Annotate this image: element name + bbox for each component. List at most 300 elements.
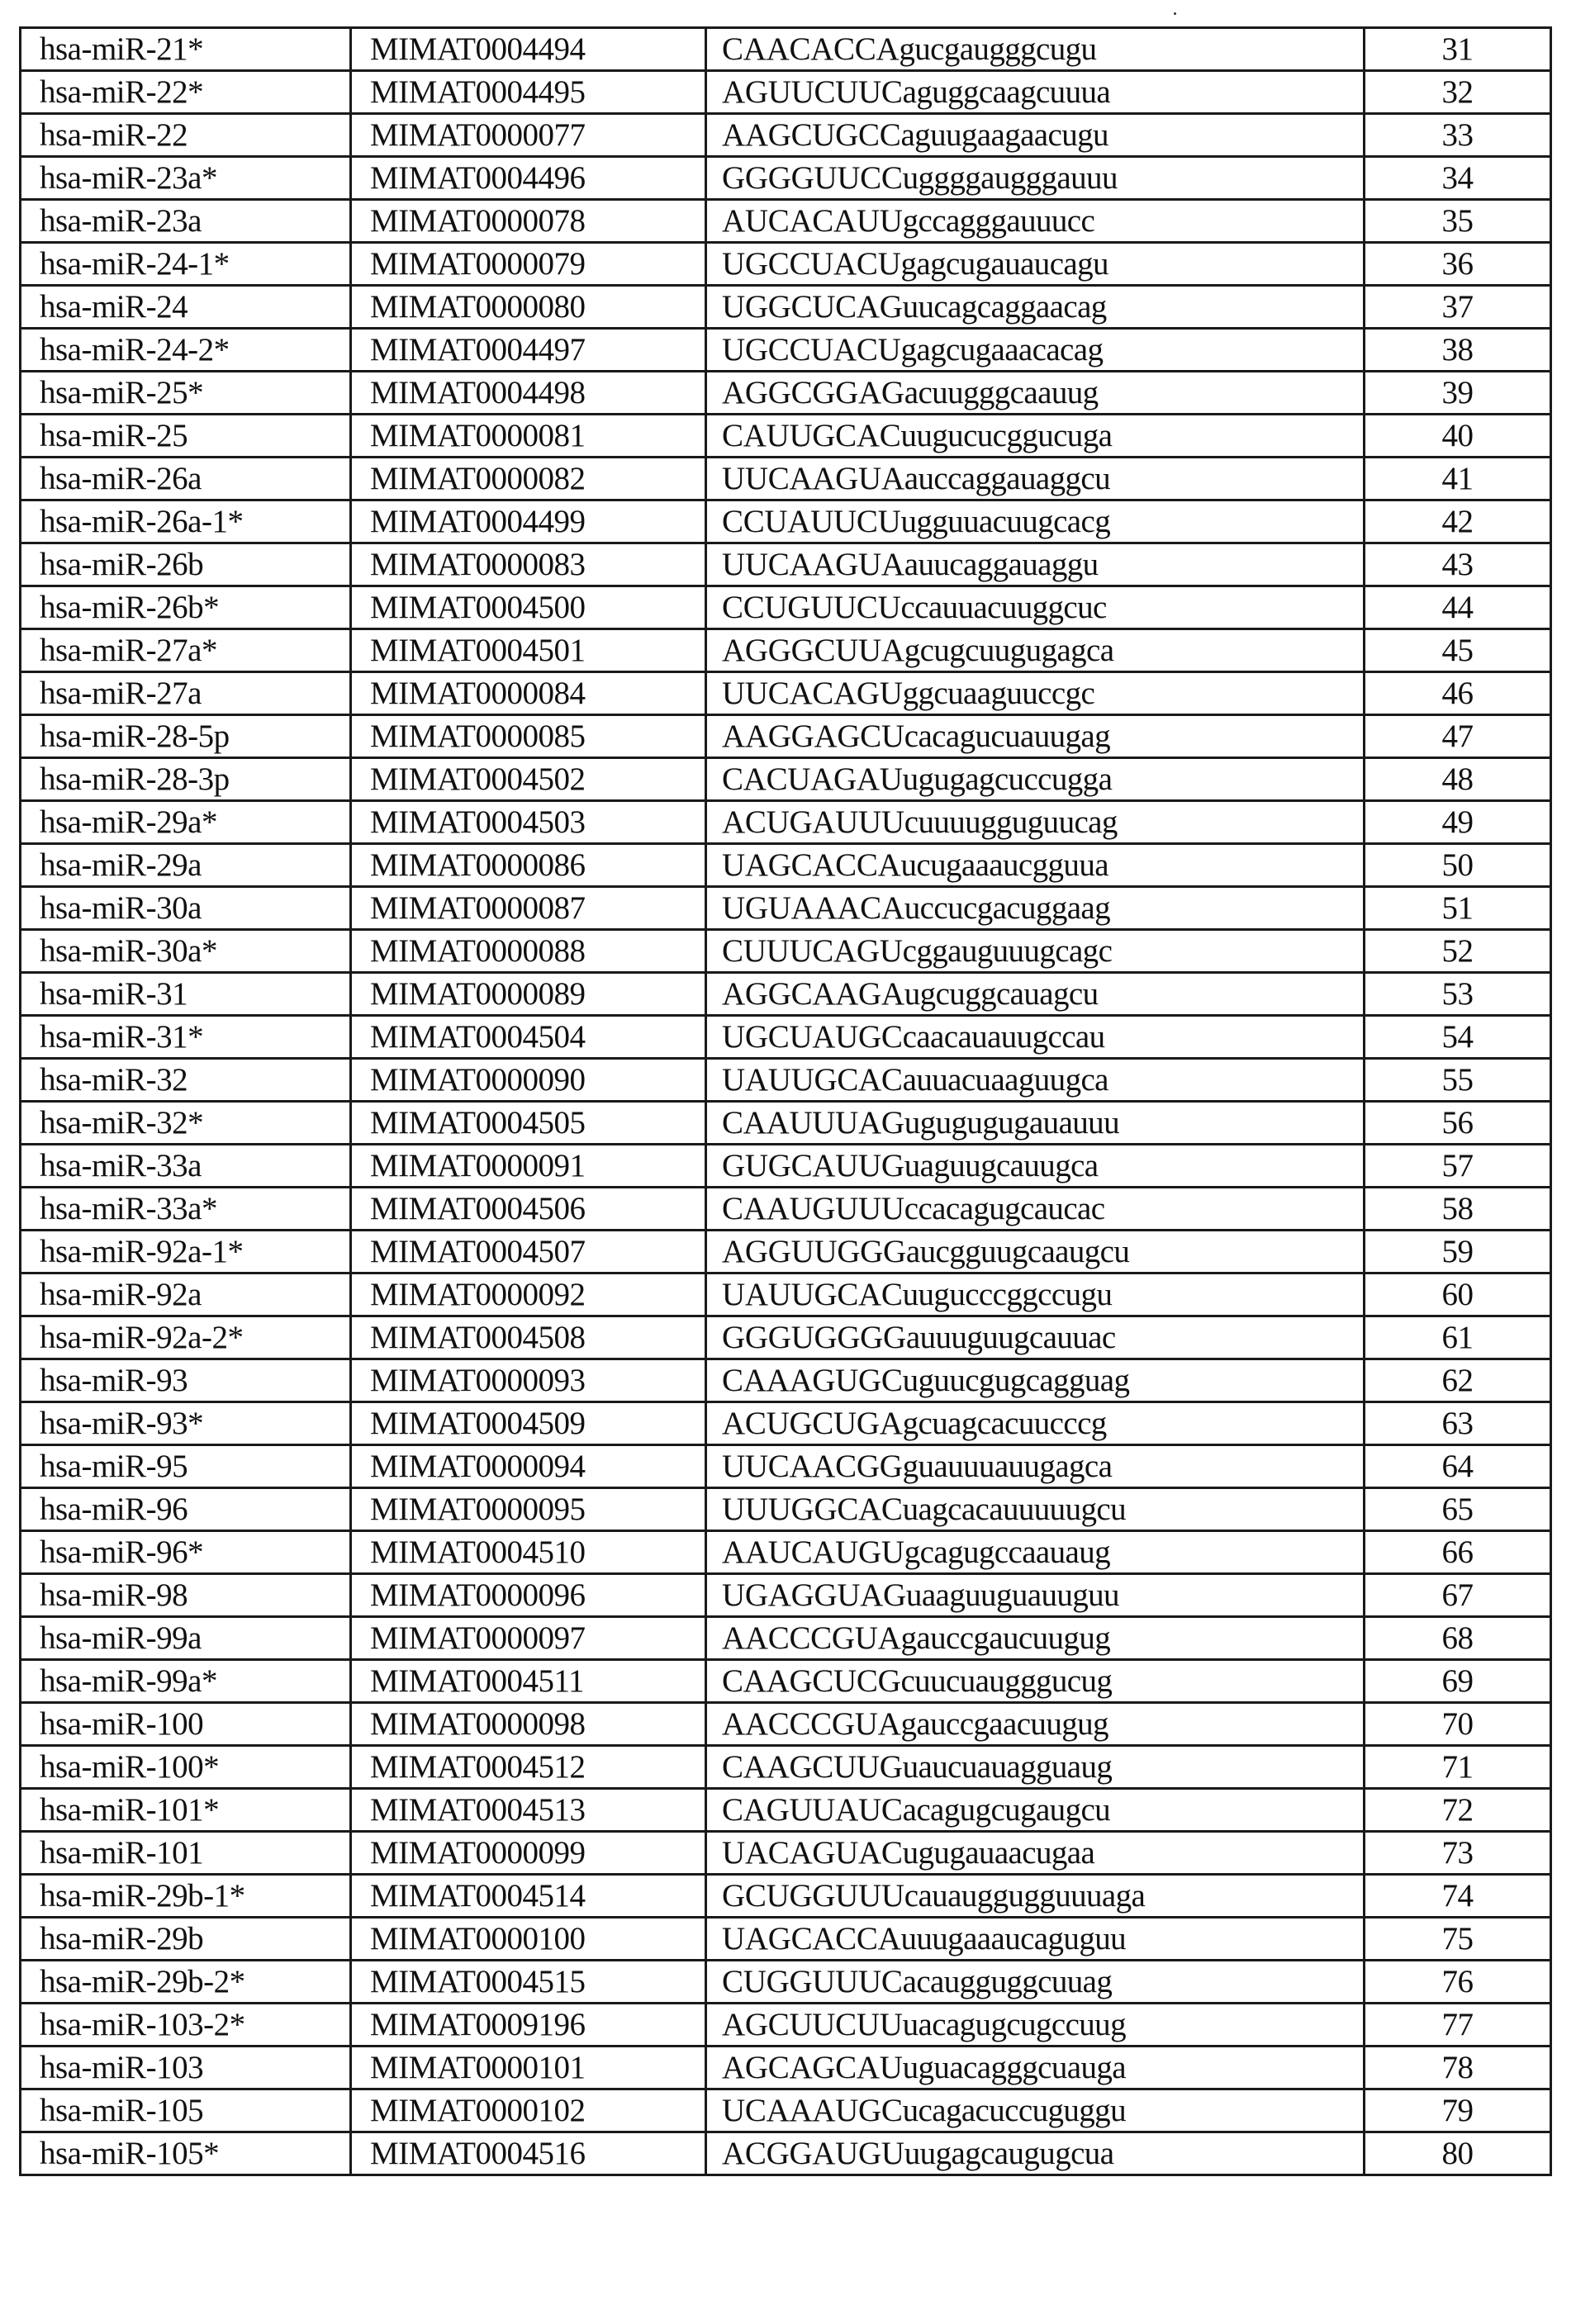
sequence-tail: uugucucggucuga (900, 418, 1113, 453)
accession-cell: MIMAT0004499 (351, 500, 706, 543)
sequence-seed: UGCCUACU (722, 332, 901, 368)
sequence-cell (706, 543, 1365, 586)
mirna-name-cell: hsa-miR-26a (21, 458, 351, 500)
table-row (21, 2089, 1551, 2132)
mirna-name-cell: hsa-miR-24 (21, 286, 351, 329)
seq-id-cell: 32 (1365, 71, 1551, 114)
table-row (21, 1961, 1551, 2004)
accession-cell: MIMAT0000082 (351, 458, 706, 500)
table-row (21, 715, 1551, 758)
mirna-name-cell: hsa-miR-32 (21, 1059, 351, 1102)
seq-id-cell: 49 (1365, 801, 1551, 844)
sequence-seed: AACCCGUA (722, 1620, 901, 1656)
accession-cell: MIMAT0000094 (351, 1445, 706, 1488)
sequence-seed: AGCUUCUU (722, 2007, 903, 2042)
sequence-tail: uucagcaggaacag (902, 289, 1107, 325)
accession-cell: MIMAT0004506 (351, 1188, 706, 1231)
sequence-tail: uacagugcugccuug (902, 2007, 1126, 2042)
sequence-cell (706, 801, 1365, 844)
accession-cell: MIMAT0004516 (351, 2132, 706, 2175)
mirna-name-cell: hsa-miR-23a* (21, 157, 351, 200)
mirna-name-cell: hsa-miR-29b (21, 1918, 351, 1961)
mirna-name-cell: hsa-miR-26b (21, 543, 351, 586)
mirna-name-cell: hsa-miR-103 (21, 2047, 351, 2089)
mirna-name-cell: hsa-miR-93* (21, 1402, 351, 1445)
sequence-tail: uaaguuguauuguu (905, 1577, 1119, 1613)
table-row (21, 1832, 1551, 1875)
seq-id-cell: 44 (1365, 586, 1551, 629)
table-row (21, 200, 1551, 243)
accession-cell: MIMAT0000097 (351, 1617, 706, 1660)
mirna-name-cell: hsa-miR-103-2* (21, 2004, 351, 2047)
sequence-cell (706, 1531, 1365, 1574)
sequence-cell (706, 1102, 1365, 1145)
accession-cell: MIMAT0000077 (351, 114, 706, 157)
accession-cell: MIMAT0000089 (351, 973, 706, 1016)
seq-id-cell: 69 (1365, 1660, 1551, 1703)
mirna-name-cell: hsa-miR-24-1* (21, 243, 351, 286)
table-row (21, 1875, 1551, 1918)
sequence-seed: AGGUUGGG (722, 1234, 906, 1269)
sequence-cell (706, 1059, 1365, 1102)
mirna-name-cell: hsa-miR-28-5p (21, 715, 351, 758)
sequence-cell (706, 415, 1365, 458)
seq-id-cell: 75 (1365, 1918, 1551, 1961)
sequence-seed: UUCACAGU (722, 676, 903, 711)
seq-id-cell: 66 (1365, 1531, 1551, 1574)
sequence-cell (706, 1359, 1365, 1402)
sequence-cell (706, 973, 1365, 1016)
accession-cell: MIMAT0000087 (351, 887, 706, 930)
table-row (21, 71, 1551, 114)
seq-id-cell: 51 (1365, 887, 1551, 930)
sequence-cell (706, 458, 1365, 500)
sequence-cell (706, 930, 1365, 973)
mirna-name-cell: hsa-miR-92a-1* (21, 1231, 351, 1273)
seq-id-cell: 38 (1365, 329, 1551, 372)
sequence-cell (706, 1660, 1365, 1703)
accession-cell: MIMAT0000098 (351, 1703, 706, 1746)
sequence-tail: ccacagugcaucac (904, 1191, 1105, 1226)
accession-cell: MIMAT0004496 (351, 157, 706, 200)
mirna-name-cell: hsa-miR-99a (21, 1617, 351, 1660)
seq-id-cell: 72 (1365, 1789, 1551, 1832)
accession-cell: MIMAT0004495 (351, 71, 706, 114)
accession-cell: MIMAT0000095 (351, 1488, 706, 1531)
accession-cell: MIMAT0004494 (351, 28, 706, 71)
seq-id-cell: 35 (1365, 200, 1551, 243)
accession-cell: MIMAT0004502 (351, 758, 706, 801)
table-row (21, 1102, 1551, 1145)
seq-id-cell: 80 (1365, 2132, 1551, 2175)
sequence-tail: cuuuugguguucag (904, 804, 1118, 840)
sequence-seed: UCAAAUGC (722, 2093, 903, 2128)
sequence-seed: ACGGAUGU (722, 2136, 904, 2171)
mirna-name-cell: hsa-miR-31* (21, 1016, 351, 1059)
sequence-cell (706, 1832, 1365, 1875)
sequence-seed: CACUAGAU (722, 761, 903, 797)
seq-id-cell: 64 (1365, 1445, 1551, 1488)
sequence-tail: gagcugaaacacag (900, 332, 1104, 368)
sequence-tail: cauauggugguuuaga (904, 1878, 1146, 1914)
accession-cell: MIMAT0004514 (351, 1875, 706, 1918)
seq-id-cell: 37 (1365, 286, 1551, 329)
sequence-cell (706, 500, 1365, 543)
sequence-cell (706, 1875, 1365, 1918)
sequence-seed: AGGCAAGA (722, 976, 904, 1012)
table-row (21, 415, 1551, 458)
seq-id-cell: 46 (1365, 672, 1551, 715)
sequence-seed: UACAGUAC (722, 1835, 903, 1871)
sequence-tail: aguugaagaacugu (900, 117, 1108, 153)
sequence-cell (706, 28, 1365, 71)
sequence-seed: GGGGUUCC (722, 160, 903, 196)
seq-id-cell: 36 (1365, 243, 1551, 286)
table-row (21, 1016, 1551, 1059)
seq-id-cell: 70 (1365, 1703, 1551, 1746)
table-row (21, 2132, 1551, 2175)
sequence-tail: gauccgaacuugug (900, 1706, 1108, 1742)
mirna-name-cell: hsa-miR-100 (21, 1703, 351, 1746)
mirna-name-cell: hsa-miR-27a* (21, 629, 351, 672)
table-row (21, 887, 1551, 930)
seq-id-cell: 43 (1365, 543, 1551, 586)
mirna-name-cell: hsa-miR-27a (21, 672, 351, 715)
accession-cell: MIMAT0000102 (351, 2089, 706, 2132)
table-row (21, 1145, 1551, 1188)
sequence-seed: ACUGCUGA (722, 1406, 903, 1441)
table-row (21, 1746, 1551, 1789)
sequence-tail: uagcacauuuuugcu (902, 1492, 1126, 1527)
seq-id-cell: 45 (1365, 629, 1551, 672)
table-row (21, 1316, 1551, 1359)
sequence-cell (706, 715, 1365, 758)
mirna-name-cell: hsa-miR-96 (21, 1488, 351, 1531)
accession-cell: MIMAT0000100 (351, 1918, 706, 1961)
mirna-name-cell: hsa-miR-29b-2* (21, 1961, 351, 2004)
sequence-tail: gcuagcacuucccg (902, 1406, 1107, 1441)
table-row (21, 1188, 1551, 1231)
sequence-seed: GCUGGUUU (722, 1878, 904, 1914)
mirna-name-cell: hsa-miR-30a (21, 887, 351, 930)
mirna-name-cell: hsa-miR-33a* (21, 1188, 351, 1231)
sequence-tail: cuucuaugggucug (900, 1663, 1113, 1699)
accession-cell: MIMAT0004513 (351, 1789, 706, 1832)
mirna-name-cell: hsa-miR-25 (21, 415, 351, 458)
sequence-tail: ugcuggcauagcu (904, 976, 1099, 1012)
mirna-name-cell: hsa-miR-99a* (21, 1660, 351, 1703)
table-row (21, 286, 1551, 329)
sequence-tail: acaugguggcuuag (902, 1964, 1113, 1999)
accession-cell: MIMAT0004511 (351, 1660, 706, 1703)
seq-id-cell: 59 (1365, 1231, 1551, 1273)
sequence-cell (706, 586, 1365, 629)
seq-id-cell: 74 (1365, 1875, 1551, 1918)
table-row (21, 1359, 1551, 1402)
sequence-seed: CAAAGUGC (722, 1363, 903, 1398)
sequence-seed: CUGGUUUC (722, 1964, 903, 1999)
seq-id-cell: 34 (1365, 157, 1551, 200)
sequence-cell (706, 1488, 1365, 1531)
table-row (21, 28, 1551, 71)
sequence-cell (706, 372, 1365, 415)
seq-id-cell: 48 (1365, 758, 1551, 801)
seq-id-cell: 55 (1365, 1059, 1551, 1102)
accession-cell: MIMAT0000083 (351, 543, 706, 586)
table-row (21, 801, 1551, 844)
accession-cell: MIMAT0000088 (351, 930, 706, 973)
sequence-cell (706, 1231, 1365, 1273)
accession-cell: MIMAT0004504 (351, 1016, 706, 1059)
accession-cell: MIMAT0004503 (351, 801, 706, 844)
sequence-cell (706, 2132, 1365, 2175)
seq-id-cell: 61 (1365, 1316, 1551, 1359)
sequence-cell (706, 2004, 1365, 2047)
sequence-seed: AAGCUGCC (722, 117, 901, 153)
sequence-tail: uugagcaugugcua (904, 2136, 1114, 2171)
sequence-cell (706, 243, 1365, 286)
sequence-tail: acuugggcaauug (904, 375, 1099, 410)
table-row (21, 1273, 1551, 1316)
sequence-tail: uccucgacuggaag (904, 890, 1111, 926)
table-row (21, 1059, 1551, 1102)
sequence-tail: auucaggauaggu (904, 547, 1099, 582)
mirna-name-cell: hsa-miR-100* (21, 1746, 351, 1789)
sequence-tail: uggggaugggauuu (902, 160, 1118, 196)
table-row (21, 1445, 1551, 1488)
sequence-seed: AGGCGGAG (722, 375, 904, 410)
sequence-seed: UUCAAGUA (722, 461, 904, 496)
accession-cell: MIMAT0000096 (351, 1574, 706, 1617)
sequence-tail: caacauauugccau (902, 1019, 1105, 1055)
sequence-seed: CAAUUUAG (722, 1105, 904, 1141)
mirna-name-cell: hsa-miR-25* (21, 372, 351, 415)
seq-id-cell: 54 (1365, 1016, 1551, 1059)
mirna-name-cell: hsa-miR-24-2* (21, 329, 351, 372)
seq-id-cell: 71 (1365, 1746, 1551, 1789)
sequence-tail: aguggcaagcuuua (902, 74, 1111, 110)
accession-cell: MIMAT0004512 (351, 1746, 706, 1789)
sequence-seed: AGUUCUUC (722, 74, 903, 110)
mirna-name-cell: hsa-miR-92a (21, 1273, 351, 1316)
table-row (21, 1789, 1551, 1832)
seq-id-cell: 50 (1365, 844, 1551, 887)
seq-id-cell: 78 (1365, 2047, 1551, 2089)
sequence-cell (706, 1402, 1365, 1445)
table-row (21, 629, 1551, 672)
sequence-seed: AACCCGUA (722, 1706, 901, 1742)
table-row (21, 1488, 1551, 1531)
seq-id-cell: 42 (1365, 500, 1551, 543)
accession-cell: MIMAT0000079 (351, 243, 706, 286)
table-row (21, 500, 1551, 543)
accession-cell: MIMAT0000086 (351, 844, 706, 887)
sequence-cell (706, 672, 1365, 715)
mirna-name-cell: hsa-miR-92a-2* (21, 1316, 351, 1359)
accession-cell: MIMAT0004508 (351, 1316, 706, 1359)
table-row (21, 1402, 1551, 1445)
sequence-cell (706, 2089, 1365, 2132)
sequence-tail: uguucgugcagguag (902, 1363, 1130, 1398)
sequence-tail: acagugcugaugcu (902, 1792, 1111, 1828)
sequence-seed: UAUUGCAC (722, 1062, 903, 1098)
sequence-seed: UUCAAGUA (722, 547, 904, 582)
seq-id-cell: 52 (1365, 930, 1551, 973)
accession-cell: MIMAT0004509 (351, 1402, 706, 1445)
sequence-tail: uaucuauagguaug (902, 1749, 1113, 1785)
table-row (21, 157, 1551, 200)
seq-id-cell: 39 (1365, 372, 1551, 415)
seq-id-cell: 65 (1365, 1488, 1551, 1531)
sequence-cell (706, 1188, 1365, 1231)
sequence-tail: ugugugugauauuu (904, 1105, 1119, 1141)
sequence-tail: auuacuaaguugca (902, 1062, 1108, 1098)
sequence-seed: CAGUUAUC (722, 1792, 903, 1828)
sequence-tail: cggauguuugcagc (902, 933, 1113, 969)
sequence-seed: CAAGCUCG (722, 1663, 901, 1699)
sequence-seed: CCUAUUCU (722, 504, 901, 539)
sequence-seed: GGGUGGGG (722, 1320, 906, 1355)
sequence-tail: auuuguugcauuac (905, 1320, 1116, 1355)
sequence-seed: UUUGGCAC (722, 1492, 903, 1527)
mirna-name-cell: hsa-miR-101 (21, 1832, 351, 1875)
mirna-name-cell: hsa-miR-30a* (21, 930, 351, 973)
seq-id-cell: 67 (1365, 1574, 1551, 1617)
table-row (21, 372, 1551, 415)
seq-id-cell: 63 (1365, 1402, 1551, 1445)
accession-cell: MIMAT0004500 (351, 586, 706, 629)
sequence-cell (706, 887, 1365, 930)
sequence-cell (706, 329, 1365, 372)
mirna-name-cell: hsa-miR-26a-1* (21, 500, 351, 543)
seq-id-cell: 56 (1365, 1102, 1551, 1145)
sequence-seed: CAACACCA (722, 31, 900, 67)
accession-cell: MIMAT0004498 (351, 372, 706, 415)
mirna-name-cell: hsa-miR-23a (21, 200, 351, 243)
table-row (21, 1231, 1551, 1273)
mirna-name-cell: hsa-miR-31 (21, 973, 351, 1016)
sequence-tail: gcugcuugugagca (904, 633, 1114, 668)
sequence-cell (706, 1918, 1365, 1961)
mirna-name-cell: hsa-miR-32* (21, 1102, 351, 1145)
sequence-cell (706, 1746, 1365, 1789)
sequence-tail: guauuuauugagca (902, 1449, 1113, 1484)
sequence-seed: AUCACAUU (722, 203, 903, 239)
mirna-name-cell: hsa-miR-28-3p (21, 758, 351, 801)
sequence-seed: UGUAAACA (722, 890, 904, 926)
mirna-name-cell: hsa-miR-29a (21, 844, 351, 887)
accession-cell: MIMAT0004507 (351, 1231, 706, 1273)
table-row (21, 586, 1551, 629)
mirna-name-cell: hsa-miR-29b-1* (21, 1875, 351, 1918)
mirna-name-cell: hsa-miR-105 (21, 2089, 351, 2132)
sequence-tail: uaguugcauugca (904, 1148, 1099, 1183)
sequence-seed: UGGCUCAG (722, 289, 903, 325)
sequence-seed: UGCCUACU (722, 246, 901, 282)
seq-id-cell: 47 (1365, 715, 1551, 758)
sequence-seed: UAUUGCAC (722, 1277, 903, 1312)
table-row (21, 114, 1551, 157)
table-row (21, 1574, 1551, 1617)
seq-id-cell: 73 (1365, 1832, 1551, 1875)
sequence-seed: CAUUGCAC (722, 418, 901, 453)
accession-cell: MIMAT0004501 (351, 629, 706, 672)
table-row (21, 672, 1551, 715)
mirna-name-cell: hsa-miR-98 (21, 1574, 351, 1617)
table-row (21, 329, 1551, 372)
accession-cell: MIMAT0004505 (351, 1102, 706, 1145)
table-row (21, 243, 1551, 286)
sequence-cell (706, 1016, 1365, 1059)
seq-id-cell: 31 (1365, 28, 1551, 71)
sequence-tail: ugugagcuccugga (902, 761, 1113, 797)
sequence-seed: AAUCAUGU (722, 1534, 904, 1570)
table-row (21, 2004, 1551, 2047)
table-row (21, 973, 1551, 1016)
seq-id-cell: 33 (1365, 114, 1551, 157)
sequence-tail: gcagugccaauaug (904, 1534, 1111, 1570)
table-row (21, 1617, 1551, 1660)
sequence-cell (706, 71, 1365, 114)
table-row (21, 1660, 1551, 1703)
table-row (21, 758, 1551, 801)
accession-cell: MIMAT0000090 (351, 1059, 706, 1102)
sequence-seed: CCUGUUCU (722, 590, 901, 625)
sequence-cell (706, 1273, 1365, 1316)
sequence-cell (706, 200, 1365, 243)
sequence-seed: CUUUCAGU (722, 933, 903, 969)
sequence-tail: ugugauaacugaa (902, 1835, 1095, 1871)
table-row (21, 1918, 1551, 1961)
sequence-tail: ucugaaaucgguua (900, 847, 1108, 883)
sequence-seed: UGCUAUGC (722, 1019, 903, 1055)
accession-cell: MIMAT0000084 (351, 672, 706, 715)
sequence-tail: gagcugauaucagu (900, 246, 1108, 282)
sequence-tail: aucgguugcaaugcu (905, 1234, 1130, 1269)
sequence-cell (706, 1445, 1365, 1488)
mirna-name-cell: hsa-miR-22* (21, 71, 351, 114)
sequence-tail: gucgaugggcugu (899, 31, 1097, 67)
seq-id-cell: 53 (1365, 973, 1551, 1016)
mirna-name-cell: hsa-miR-29a* (21, 801, 351, 844)
table-row (21, 1703, 1551, 1746)
sequence-seed: AAGGAGCU (722, 719, 904, 754)
table-row (21, 543, 1551, 586)
table-row (21, 1531, 1551, 1574)
seq-id-cell: 57 (1365, 1145, 1551, 1188)
seq-id-cell: 58 (1365, 1188, 1551, 1231)
mirna-name-cell: hsa-miR-105* (21, 2132, 351, 2175)
sequence-seed: GUGCAUUG (722, 1148, 904, 1183)
mirna-name-cell: hsa-miR-93 (21, 1359, 351, 1402)
accession-cell: MIMAT0000078 (351, 200, 706, 243)
table-row (21, 2047, 1551, 2089)
mirna-name-cell: hsa-miR-22 (21, 114, 351, 157)
accession-cell: MIMAT0000091 (351, 1145, 706, 1188)
sequence-cell (706, 157, 1365, 200)
sequence-seed: UAGCACCA (722, 847, 901, 883)
sequence-cell (706, 286, 1365, 329)
seq-id-cell: 41 (1365, 458, 1551, 500)
sequence-tail: ucagacuccuguggu (902, 2093, 1126, 2128)
accession-cell: MIMAT0004497 (351, 329, 706, 372)
sequence-cell (706, 758, 1365, 801)
mirna-name-cell: hsa-miR-21* (21, 28, 351, 71)
seq-id-cell: 76 (1365, 1961, 1551, 2004)
accession-cell: MIMAT0000085 (351, 715, 706, 758)
accession-cell: MIMAT0004515 (351, 1961, 706, 2004)
sequence-seed: UGAGGUAG (722, 1577, 906, 1613)
